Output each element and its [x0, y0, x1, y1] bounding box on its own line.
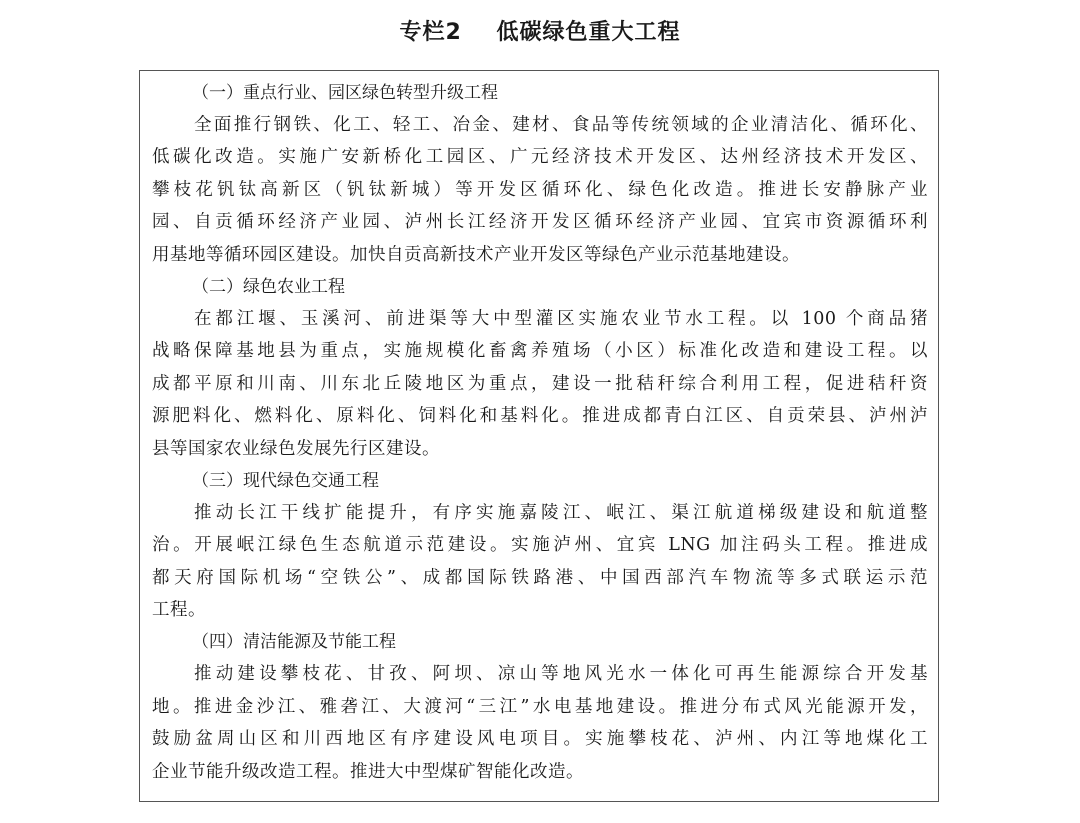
text-line: 推动建设攀枝花、甘孜、阿坝、凉山等地风光水一体化可再生能源综合开发基: [194, 664, 928, 685]
section-heading-4: （四）清洁能源及节能工程: [192, 632, 396, 653]
section-body-1: [152, 109, 928, 271]
text-line: 全面推行钢铁、化工、轻工、冶金、建材、食品等传统领域的企业清洁化、循环化、: [194, 115, 928, 135]
text-line: 企业节能升级改造工程。推进大中型煤矿智能化改造。: [152, 761, 584, 782]
text-line: 地。推进金沙江、雅砻江、大渡河“三江”水电基地建设。推进分布式风光能源开发，: [152, 696, 928, 717]
text-line: 都天府国际机场“空铁公”、成都国际铁路港、中国西部汽车物流等多式联运示范: [152, 567, 928, 588]
text-line: 成都平原和川南、川东北丘陵地区为重点，建设一批秸秆综合利用工程，促进秸秆资: [152, 373, 928, 394]
text-line: 推动长江干线扩能提升，有序实施嘉陵江、岷江、渠江航道梯级建设和航道整: [194, 502, 928, 523]
section-heading-3: （三）现代绿色交通工程: [192, 470, 379, 491]
column-box: [139, 70, 939, 802]
text-line: 在都江堰、玉溪河、前进渠等大中型灌区实施农业节水工程。以 100 个商品猪: [194, 308, 928, 329]
text-line: 县等国家农业绿色发展先行区建设。: [152, 438, 440, 459]
text-line: 治。开展岷江绿色生态航道示范建设。实施泸州、宜宾 LNG 加注码头工程。推进成: [152, 535, 928, 556]
text-line: 鼓励盆周山区和川西地区有序建设风电项目。实施攀枝花、泸州、内江等地煤化工: [152, 729, 928, 750]
section-heading-1: （一）重点行业、园区绿色转型升级工程: [192, 83, 498, 103]
text-line: 源肥料化、燃料化、原料化、饲料化和基料化。推进成都青白江区、自贡荣县、泸州泸: [152, 406, 928, 427]
text-line: 低碳化改造。实施广安新桥化工园区、广元经济技术开发区、达州经济技术开发区、: [152, 147, 928, 168]
text-line: 工程。: [152, 600, 206, 621]
text-line: 战略保障基地县为重点，实施规模化畜禽养殖场（小区）标准化改造和建设工程。以: [152, 341, 928, 362]
page-title: 专栏2 低碳绿色重大工程: [399, 20, 681, 45]
text-line: 攀枝花钒钛高新区（钒钛新城）等开发区循环化、绿色化改造。推进长安静脉产业: [152, 179, 928, 200]
section-heading-2: （二）绿色农业工程: [192, 276, 345, 297]
text-line: 用基地等循环园区建设。加快自贡高新技术产业开发区等绿色产业示范基地建设。: [152, 244, 800, 265]
text-line: 园、自贡循环经济产业园、泸州长江经济开发区循环经济产业园、宜宾市资源循环利: [152, 212, 928, 233]
section-body-3: [152, 497, 928, 627]
section-body-4: [152, 658, 928, 788]
section-body-2: [152, 303, 928, 465]
